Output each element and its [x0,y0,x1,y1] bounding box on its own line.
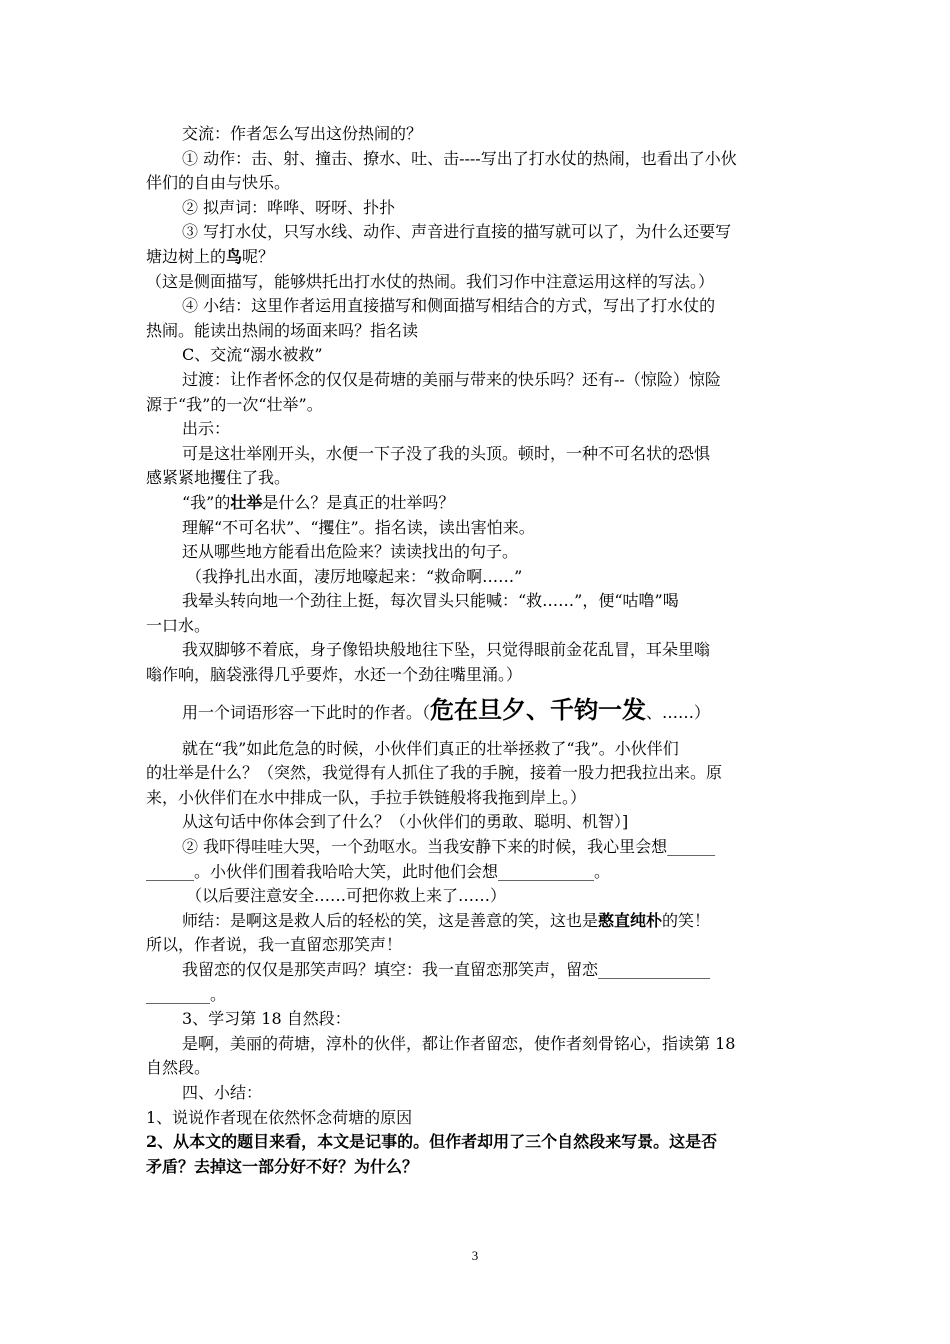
text-segment: （以后要注意安全……可把你救上来了……） [186,886,507,906]
text-segment: 伴们的自由与快乐。 [146,173,291,193]
text-segment: 嗡作响，脑袋涨得几乎要炸，水还一个劲往嘴里涌。） [146,665,523,685]
text-line-38 [146,1056,810,1081]
text-segment: 是什么？是真正的壮举吗？ [262,492,455,512]
emphasis-text: 壮举 [230,492,263,512]
emphasis-text: 矛盾？去掉这一部分好不好？为什么？ [146,1156,419,1176]
document-page [146,122,810,1179]
emphasis-text: 憨直纯朴 [598,910,663,930]
text-line-18 [146,540,810,565]
text-line-5 [146,220,810,245]
text-line-19 [146,565,810,590]
text-line-9 [146,319,810,344]
text-segment: 来，小伙伴们在水中排成一队，手拉手铁链般将我拖到岸上。） [146,787,587,807]
text-segment: 交流：作者怎么写出这份热闹的？ [182,124,423,143]
text-segment: ______。小伙伴们围着我哈哈大笑，此时他们会想____________。 [146,861,611,881]
text-segment: ③ 写打水仗，只写水线、动作、声音进行直接的描写就可以了，为什么还要写 [182,222,732,242]
text-line-33 [146,933,810,958]
text-segment: 理解“不可名状”、“攫住”。指名读，读出害怕来。 [182,517,535,537]
text-segment: 感紧紧地攫住了我。 [146,468,291,488]
text-segment: 我晕头转向地一个劲往上挺，每次冒头只能喊：“救……”，便“咕噜”喝 [182,591,679,611]
text-line-28 [146,810,810,835]
text-segment: 还从哪些地方能看出危险来？读读找出的句子。 [182,542,519,562]
text-segment: 是啊，美丽的荷塘，淳朴的伙伴，都让作者留恋，使作者刻骨铭心，指读第 18 [182,1033,736,1053]
text-segment: 3、学习第 18 自然段： [182,1009,351,1029]
text-segment: 的笑！ [662,910,711,930]
text-segment: 师结：是啊这是救人后的轻松的笑，这是善意的笑，这也是 [182,910,599,930]
text-segment: （这是侧面描写，能够烘托出打水仗的热闹。我们习作中注意运用这样的写法。） [146,271,715,291]
text-segment: 、……） [646,702,711,722]
text-line-11 [146,368,810,393]
text-line-13 [146,417,810,442]
text-line-29 [146,835,810,860]
page-number: 3 [471,1248,479,1263]
text-segment: 就在“我”如此危急的时候，小伙伴们真正的壮举拯救了“我”。小伙伴们 [182,738,679,758]
text-line-36 [146,1007,810,1032]
text-line-7 [146,270,810,295]
text-segment: ① 动作：击、射、撞击、撩水、吐、击----写出了打水仗的热闹，也看出了小伙 [182,148,737,168]
emphasis-text: 2、从本文的题目来看，本文是记事的。但作者却用了三个自然段来写景。这是否 [146,1132,718,1152]
text-line-17 [146,516,810,541]
text-line-34 [146,958,810,983]
text-segment: ② 我吓得哇哇大哭，一个劲呕水。当我安静下来的时候，我心里会想______ [182,837,716,857]
text-line-39 [146,1081,810,1106]
text-segment: 过渡：让作者怀念的仅仅是荷塘的美丽与带来的快乐吗？还有--（惊险）惊险 [182,369,721,389]
text-segment: 四、小结： [182,1082,263,1102]
text-line-24 [146,692,810,731]
text-segment: 一口水。 [146,615,211,635]
text-line-41 [146,1130,810,1155]
text-line-10 [146,343,810,368]
text-segment: 我双脚够不着底，身子像铅块般地往下坠，只觉得眼前金花乱冒，耳朵里嗡 [182,640,711,660]
text-segment: 的壮举是什么？（突然，我觉得有人抓住了我的手腕，接着一股力把我拉出来。原 [146,763,723,783]
text-line-1 [146,122,810,147]
text-segment: 出示： [182,419,231,439]
text-segment: 呢？ [242,246,275,266]
text-segment: ________。 [146,984,227,1004]
text-segment: 从这句话中你体会到了什么？（小伙伴们的勇敢、聪明、机智）] [182,812,629,832]
text-line-35 [146,983,810,1008]
text-line-15 [146,466,810,491]
text-segment: 可是这壮举刚开头，水便一下子没了我的头顶。顿时，一种不可名状的恐惧 [182,443,711,463]
text-line-12 [146,393,810,418]
text-line-40 [146,1106,810,1131]
text-line-22 [146,638,810,663]
text-line-30 [146,860,810,885]
text-line-25 [146,737,810,762]
text-line-14 [146,442,810,467]
text-segment: C、交流“溺水被救” [182,345,323,365]
text-segment: 自然段。 [146,1058,211,1078]
text-segment: 所以，作者说，我一直留恋那笑声！ [146,935,403,955]
text-line-31 [146,884,810,909]
text-line-4 [146,196,810,221]
text-segment: （我挣扎出水面，凄厉地嚎起来：“救命啊……” [186,566,523,586]
text-line-42 [146,1155,810,1180]
text-line-26 [146,761,810,786]
text-line-37 [146,1032,810,1057]
text-segment: 1、说说作者现在依然怀念荷塘的原因 [146,1107,413,1127]
text-segment: 热闹。能读出热闹的场面来吗？指名读 [146,320,419,340]
text-line-27 [146,786,810,811]
text-line-21 [146,614,810,639]
text-line-20 [146,589,810,614]
text-segment: “我”的 [182,492,231,512]
emphasis-text: 鸟 [226,246,243,266]
text-segment: 塘边树上的 [146,246,227,266]
text-segment: ④ 小结：这里作者运用直接描写和侧面描写相结合的方式，写出了打水仗的 [182,296,716,316]
text-segment: 我留恋的仅仅是那笑声吗？填空：我一直留恋那笑声，留恋______________ [182,960,711,979]
text-line-23 [146,663,810,688]
text-line-2 [146,147,810,172]
text-line-8 [146,294,810,319]
text-line-6 [146,245,810,270]
text-segment: 源于“我”的一次“壮举”。 [146,394,323,414]
text-line-32 [146,909,810,934]
text-line-3 [146,171,810,196]
text-segment: 用一个词语形容一下此时的作者。（ [182,702,431,722]
text-line-16 [146,491,810,516]
text-segment: ② 拟声词：哗哗、呀呀、扑扑 [182,197,396,217]
emphasis-text: 危在旦夕、千钧一发 [430,695,647,724]
